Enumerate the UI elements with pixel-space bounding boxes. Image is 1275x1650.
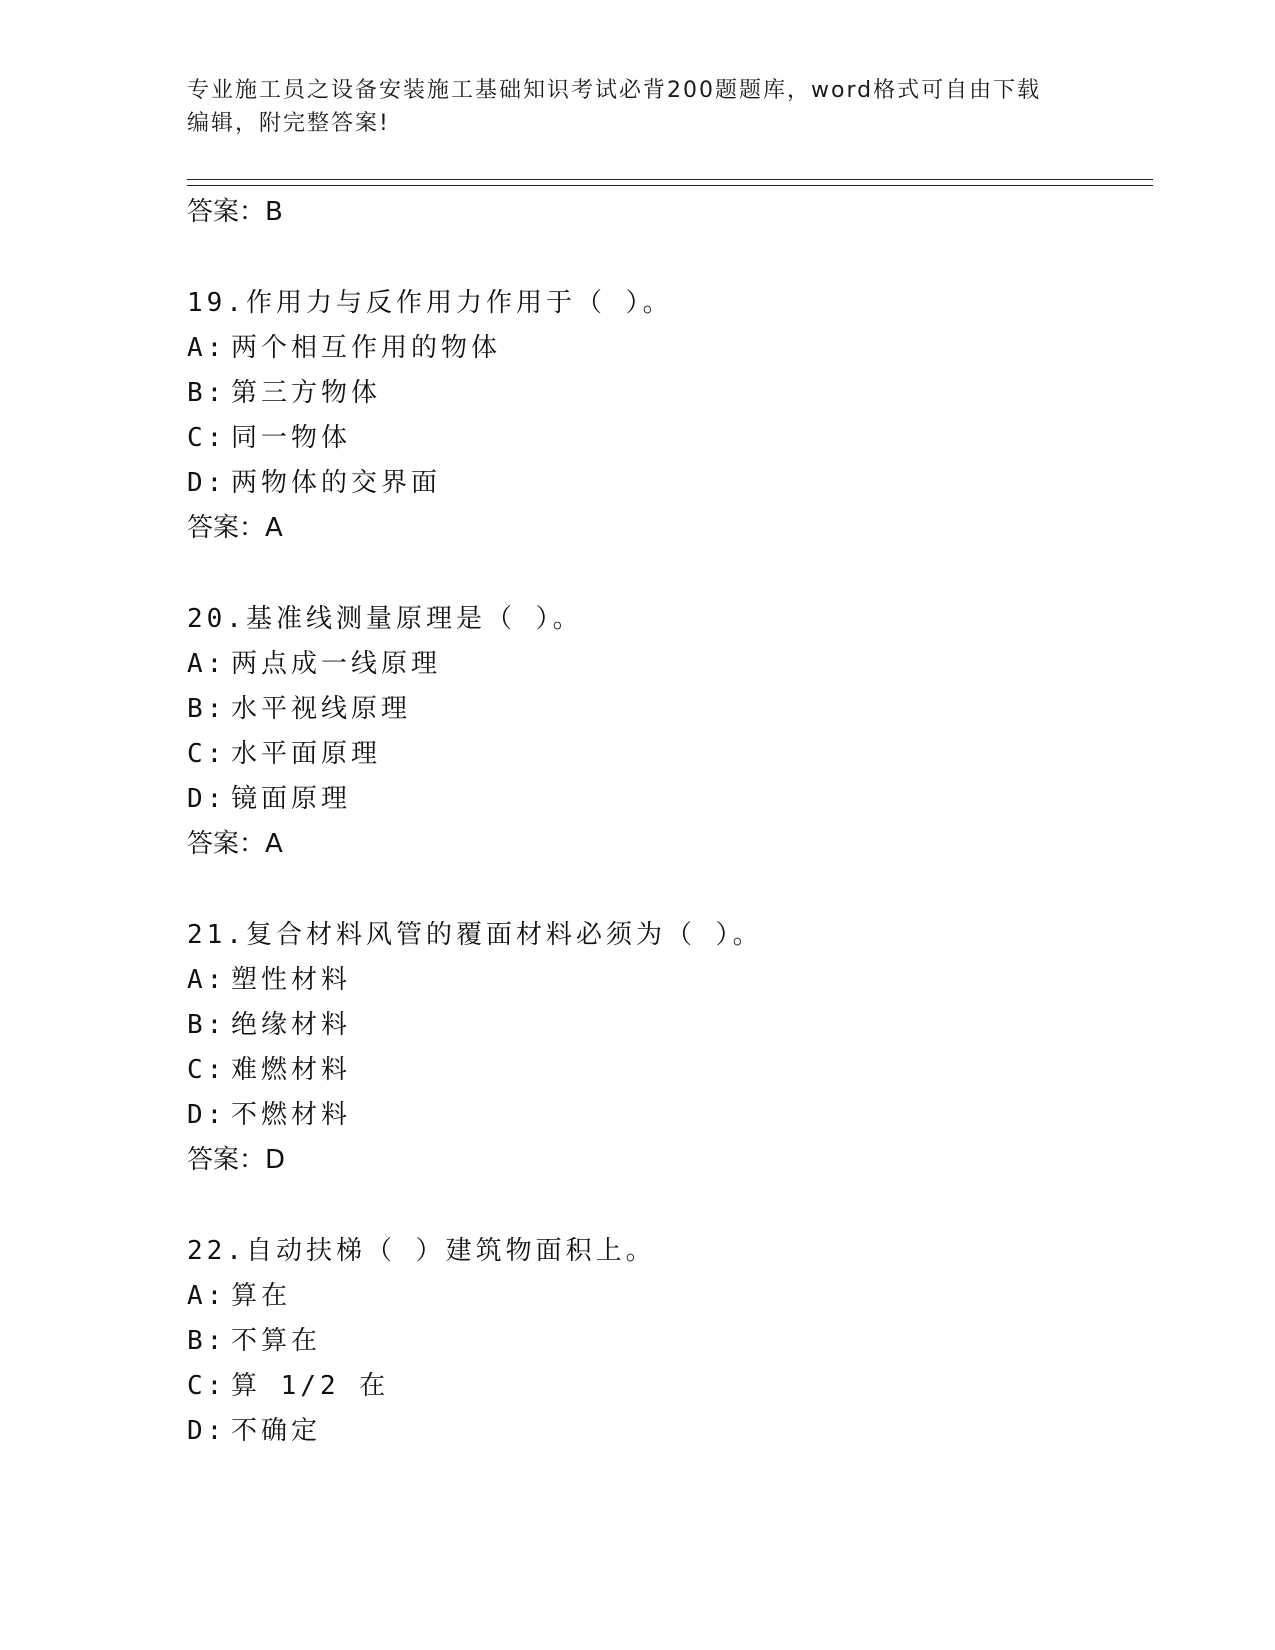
option-key: C: (187, 1371, 227, 1401)
answer-label: 答案：A (187, 829, 283, 859)
option-text: 第三方物体 (231, 378, 382, 408)
option-c (187, 1364, 1147, 1409)
option-text: 不算在 (231, 1326, 322, 1356)
option-d (187, 461, 1147, 506)
document-header (187, 74, 1067, 140)
header-divider-top (187, 179, 1153, 180)
option-a (187, 958, 1147, 1003)
question-list (187, 190, 1147, 1454)
question-text: 19.作用力与反作用力作用于（ ）。 (187, 288, 673, 318)
option-b (187, 371, 1147, 416)
option-text: 同一物体 (231, 423, 352, 453)
option-text: 难燃材料 (231, 1055, 352, 1085)
option-b (187, 1319, 1147, 1364)
option-a (187, 1274, 1147, 1319)
previous-answer: 答案：B (187, 197, 283, 227)
question-text: 21.复合材料风管的覆面材料必须为（ ）。 (187, 920, 763, 950)
question-text: 22.自动扶梯（ ）建筑物面积上。 (187, 1236, 656, 1266)
header-title-line-1: 专业施工员之设备安装施工基础知识考试必背200题题库，word格式可自由下载 (187, 78, 1042, 103)
option-text: 算在 (231, 1281, 292, 1311)
option-text: 两个相互作用的物体 (231, 333, 502, 363)
option-key: C: (187, 423, 227, 453)
option-text: 水平视线原理 (231, 694, 412, 724)
option-d (187, 777, 1147, 822)
option-key: A: (187, 333, 227, 363)
option-key: A: (187, 1281, 227, 1311)
option-key: D: (187, 784, 227, 814)
option-text: 两物体的交界面 (231, 468, 442, 498)
header-divider-bottom (187, 185, 1153, 186)
option-text: 不燃材料 (231, 1100, 352, 1130)
option-c (187, 732, 1147, 777)
option-text: 镜面原理 (231, 784, 352, 814)
option-text: 两点成一线原理 (231, 649, 442, 679)
option-key: C: (187, 739, 227, 769)
answer-label: 答案：A (187, 513, 283, 543)
question-22 (187, 1229, 1147, 1454)
answer-label: 答案：D (187, 1145, 286, 1175)
option-key: B: (187, 694, 227, 724)
header-title-line-2: 编辑，附完整答案! (187, 111, 390, 136)
option-key: D: (187, 468, 227, 498)
option-c (187, 416, 1147, 461)
option-text: 算 1/2 在 (231, 1371, 390, 1401)
option-key: A: (187, 965, 227, 995)
option-key: D: (187, 1416, 227, 1446)
option-b (187, 1003, 1147, 1048)
option-a (187, 642, 1147, 687)
option-a (187, 326, 1147, 371)
option-c (187, 1048, 1147, 1093)
option-key: C: (187, 1055, 227, 1085)
option-text: 不确定 (231, 1416, 322, 1446)
option-text: 塑性材料 (231, 965, 352, 995)
question-text: 20.基准线测量原理是（ ）。 (187, 604, 583, 634)
option-key: B: (187, 1326, 227, 1356)
option-key: A: (187, 649, 227, 679)
question-19 (187, 281, 1147, 551)
option-key: B: (187, 1010, 227, 1040)
option-key: D: (187, 1100, 227, 1130)
option-text: 绝缘材料 (231, 1010, 352, 1040)
option-text: 水平面原理 (231, 739, 382, 769)
question-20 (187, 597, 1147, 867)
option-d (187, 1093, 1147, 1138)
option-d (187, 1409, 1147, 1454)
option-key: B: (187, 378, 227, 408)
option-b (187, 687, 1147, 732)
question-21 (187, 913, 1147, 1183)
